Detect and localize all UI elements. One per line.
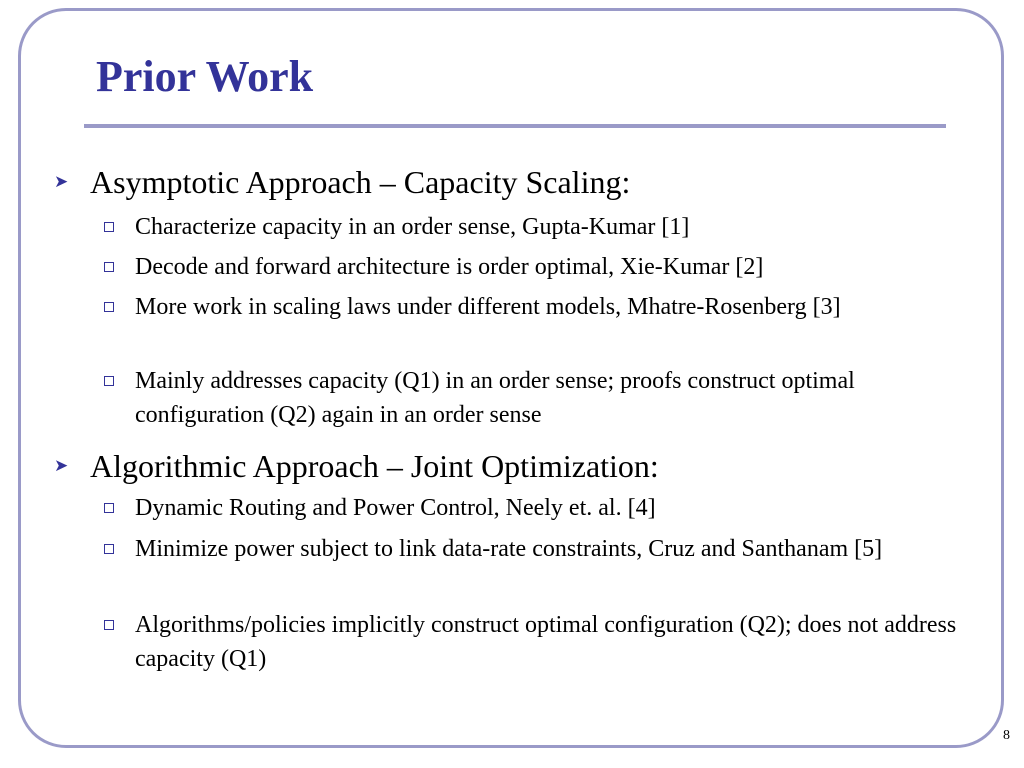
square-bullet-icon [104, 376, 114, 386]
list-item: Algorithms/policies implicitly construct optimal configuration (Q2); does not address capacity (Q1) [135, 612, 957, 672]
list-item: More work in scaling laws under different models, Mhatre-Rosenberg [3] [135, 294, 841, 320]
arrow-bullet-icon: ➤ [54, 456, 69, 475]
section-heading: Algorithmic Approach – Joint Optimization: [90, 448, 659, 484]
section-heading: Asymptotic Approach – Capacity Scaling: [90, 164, 631, 200]
slide-title: Prior Work [96, 52, 314, 101]
list-item: Mainly addresses capacity (Q1) in an order sense; proofs construct optimal configuration (Q2) again in an order sense [135, 368, 855, 428]
square-bullet-icon [104, 222, 114, 232]
square-bullet-icon [104, 620, 114, 630]
square-bullet-icon [104, 302, 114, 312]
arrow-bullet-icon: ➤ [54, 172, 69, 191]
square-bullet-icon [104, 503, 114, 513]
list-item: Characterize capacity in an order sense, Gupta-Kumar [1] [135, 214, 690, 240]
page-number: 8 [1003, 728, 1010, 743]
list-item: Minimize power subject to link data-rate constraints, Cruz and Santhanam [5] [135, 536, 883, 562]
square-bullet-icon [104, 262, 114, 272]
square-bullet-icon [104, 544, 114, 554]
list-item: Dynamic Routing and Power Control, Neely et. al. [4] [135, 495, 656, 521]
list-item: Decode and forward architecture is order optimal, Xie-Kumar [2] [135, 254, 764, 280]
